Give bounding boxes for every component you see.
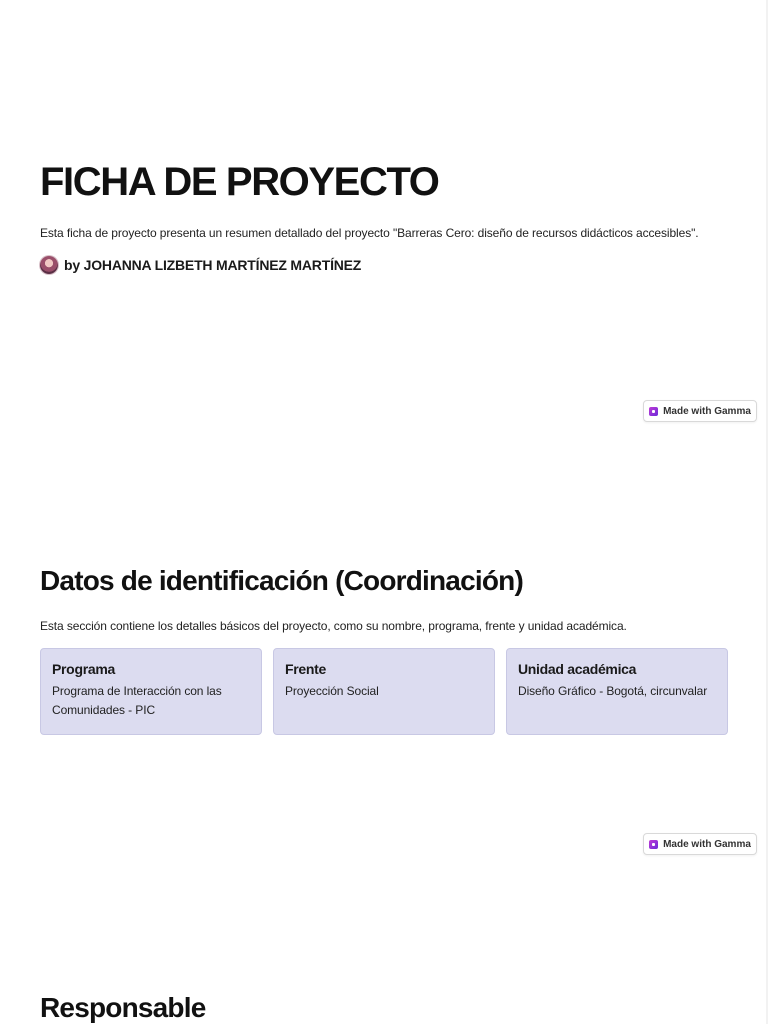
author-avatar [40, 256, 58, 274]
page-title: FICHA DE PROYECTO [40, 160, 439, 204]
intro-text: Esta ficha de proyecto presenta un resumen detallado del proyecto "Barreras Cero: diseño de recursos didácticos accesibles". [40, 226, 699, 240]
made-with-gamma-badge[interactable] [643, 833, 757, 855]
card-text: Diseño Gráfico - Bogotá, circunvalar [518, 684, 708, 698]
section-title-identification: Datos de identificación (Coordinación) [40, 565, 523, 596]
card-text: Proyección Social [285, 684, 379, 698]
card-unidad-academica [506, 648, 728, 735]
author-line [40, 255, 361, 275]
card-title: Unidad académica [518, 661, 637, 677]
card-frente [273, 648, 495, 735]
section-description: Esta sección contiene los detalles básicos del proyecto, como su nombre, programa, frente y unidad académica. [40, 619, 627, 633]
badge-label: Made with Gamma [663, 405, 751, 417]
card-title: Frente [285, 661, 326, 677]
gamma-logo-icon [649, 840, 658, 849]
card-programa [40, 648, 262, 735]
card-text: Programa de Interacción con las Comunidades - PIC [52, 684, 222, 717]
author-name: by JOHANNA LIZBETH MARTÍNEZ MARTÍNEZ [64, 257, 362, 273]
identification-cards [40, 648, 728, 735]
section-title-responsable: Responsable [40, 992, 206, 1023]
made-with-gamma-badge[interactable] [643, 400, 757, 422]
badge-label: Made with Gamma [663, 838, 751, 850]
card-title: Programa [52, 661, 115, 677]
gamma-logo-icon [649, 407, 658, 416]
